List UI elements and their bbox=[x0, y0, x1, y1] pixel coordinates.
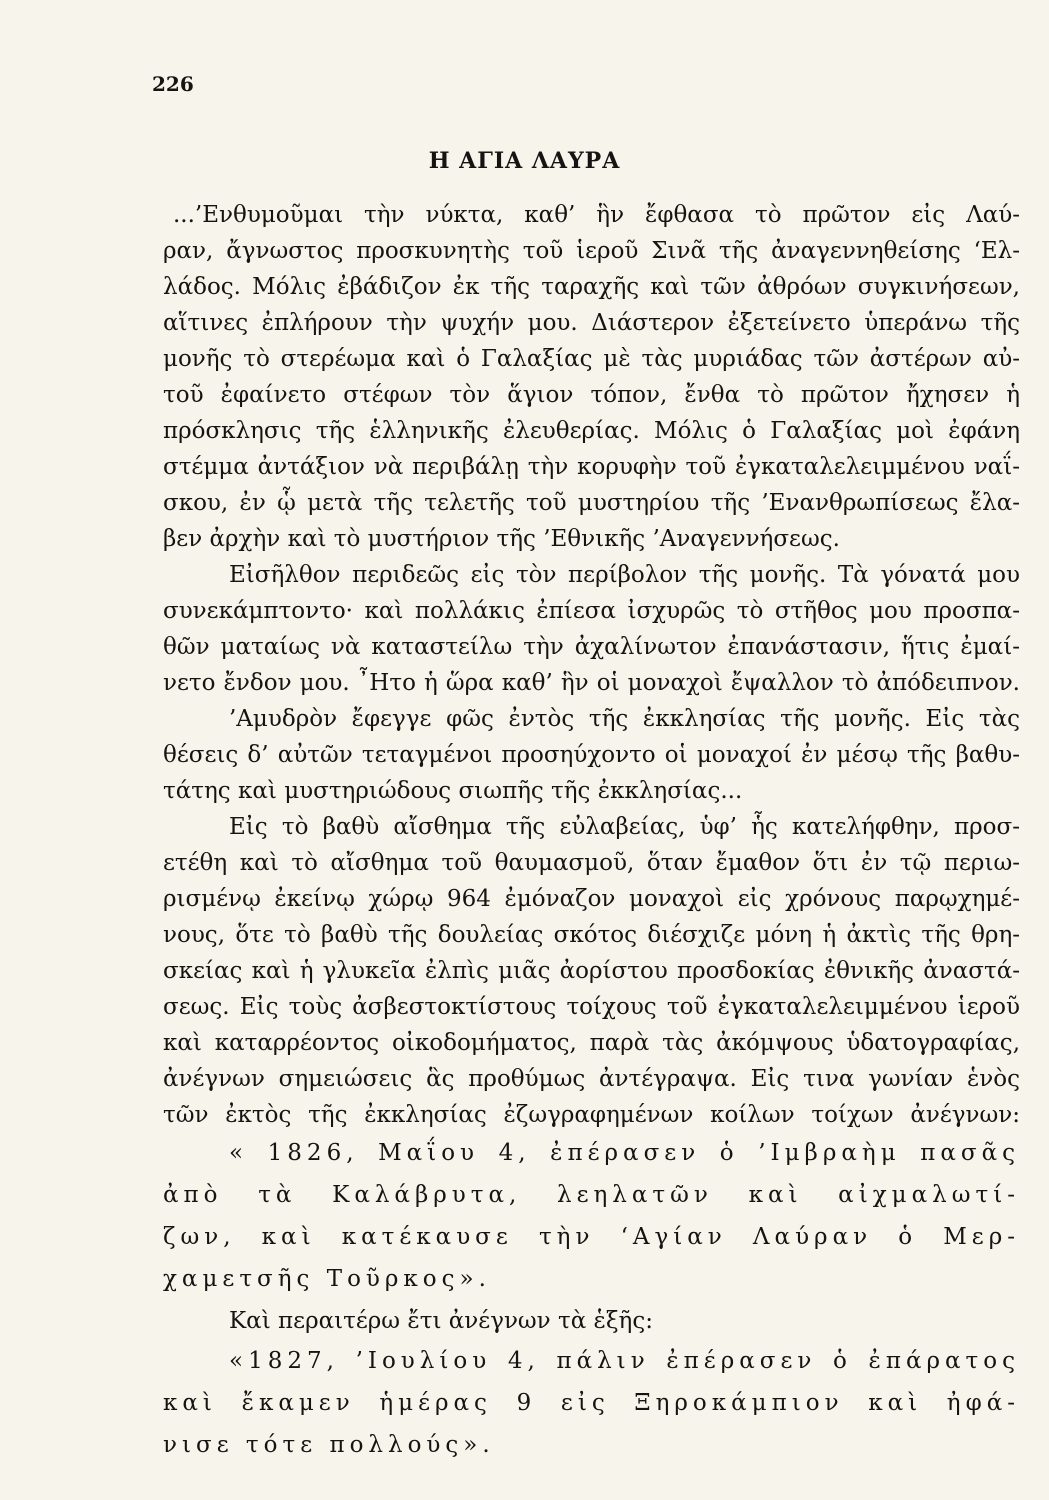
text-line: ετέθη καὶ τὸ αἴσθημα τοῦ θαυμασμοῦ, ὅταν ἔμαθον ὅτι ἐν τῷ περιω- bbox=[163, 850, 1020, 876]
text-line: ραν, ἄγνωστος προσκυνητὴς τοῦ ἱεροῦ Σινᾶ τῆς ἀναγεννηθείσης ‘Ελ- bbox=[163, 238, 1020, 264]
text-line: νους, ὅτε τὸ βαθὺ τῆς δουλείας σκότος διέσχιζε μόνη ἡ ἀκτὶς τῆς θρη- bbox=[163, 922, 1020, 948]
text-line: Εἰσῆλθον περιδεῶς εἰς τὸν περίβολον τῆς μονῆς. Τὰ γόνατά μου bbox=[229, 562, 1020, 588]
text-line: ρισμένῳ ἐκείνῳ χώρῳ 964 ἐμόναζον μοναχοὶ εἰς χρόνους παρῳχημέ- bbox=[163, 886, 1020, 912]
text-line: ’Αμυδρὸν ἔφεγγε φῶς ἐντὸς τῆς ἐκκλησίας τῆς μονῆς. Εἰς τὰς bbox=[229, 706, 1020, 732]
text-line: συνεκάμπτοντο· καὶ πολλάκις ἐπίεσα ἰσχυρῶς τὸ στῆθος μου προσπα- bbox=[163, 598, 1020, 624]
text-line: σκου, ἐν ᾧ μετὰ τῆς τελετῆς τοῦ μυστηρίου τῆς ’Ενανθρωπίσεως ἔλα- bbox=[163, 490, 1020, 516]
text-line: σκείας καὶ ἡ γλυκεῖα ἐλπὶς μιᾶς ἀορίστου προσδοκίας ἐθνικῆς ἀναστά- bbox=[163, 958, 1020, 984]
text-line: καὶ καταρρέοντος οἰκοδομήματος, παρὰ τὰς ἀκόμψους ὑδατογραφίας, bbox=[163, 1030, 1020, 1056]
text-line: θῶν ματαίως νὰ καταστείλω τὴν ἀχαλίνωτον ἐπανάστασιν, ἥτις ἐμαί- bbox=[163, 634, 1020, 660]
page-number: 226 bbox=[152, 72, 194, 96]
text-line: μονῆς τὸ στερέωμα καὶ ὁ Γαλαξίας μὲ τὰς μυριάδας τῶν ἀστέρων αὐ- bbox=[163, 346, 1020, 372]
text-line: Εἰς τὸ βαθὺ αἴσθημα τῆς εὐλαβείας, ὑφ’ ἧς κατελήφθην, προσ- bbox=[229, 814, 1020, 840]
text-line: Καὶ περαιτέρω ἔτι ἀνέγνων τὰ ἑξῆς: bbox=[229, 1308, 653, 1334]
text-line: ἀνέγνων σημειώσεις ἃς προθύμως ἀντέγραψα. Εἰς τινα γωνίαν ἑνὸς bbox=[163, 1066, 1020, 1092]
text-line: βεν ἀρχὴν καὶ τὸ μυστήριον τῆς ’Εθνικῆς ’Αναγεννήσεως. bbox=[163, 526, 840, 552]
chapter-title: Η ΑΓΙΑ ΛΑΥΡΑ bbox=[428, 148, 621, 174]
text-line: αἵτινες ἐπλήρουν τὴν ψυχήν μου. Διάστερον ἐξετείνετο ὑπεράνω τῆς bbox=[163, 310, 1020, 336]
inscription-line: ζων, καὶ κατέκαυσε τὴν ‘Αγίαν Λαύραν ὁ Μερ- bbox=[163, 1224, 1020, 1250]
text-line: λάδος. Μόλις ἐβάδιζον ἐκ τῆς ταραχῆς καὶ τῶν ἀθρόων συγκινήσεων, bbox=[163, 274, 1020, 300]
text-line: πρόσκλησις τῆς ἑλληνικῆς ἐλευθερίας. Μόλις ὁ Γαλαξίας μοὶ ἐφάνη bbox=[163, 418, 1020, 444]
text-line: ...’Ενθυμοῦμαι τὴν νύκτα, καθ’ ἣν ἔφθασα τὸ πρῶτον εἰς Λαύ- bbox=[173, 202, 1020, 228]
inscription-line: νισε τότε πολλούς». bbox=[163, 1432, 495, 1458]
text-line: σεως. Εἰς τοὺς ἀσβεστοκτίστους τοίχους τοῦ ἐγκαταλελειμμένου ἱεροῦ bbox=[163, 994, 1020, 1020]
text-line: τάτης καὶ μυστηριώδους σιωπῆς τῆς ἐκκλησίας... bbox=[163, 778, 743, 804]
text-line: νετο ἔνδον μου. ῏Ητο ἡ ὥρα καθ’ ἣν οἱ μοναχοὶ ἔψαλλον τὸ ἀπόδειπνον. bbox=[163, 670, 1020, 696]
text-line: τοῦ ἐφαίνετο στέφων τὸν ἅγιον τόπον, ἔνθα τὸ πρῶτον ἤχησεν ἡ bbox=[163, 382, 1020, 408]
inscription-line: ἀπὸ τὰ Καλάβρυτα, λεηλατῶν καὶ αἰχμαλωτί- bbox=[163, 1182, 1020, 1208]
inscription-line: χαμετσῆς Τοῦρκος». bbox=[163, 1266, 491, 1292]
inscription-line: « 1826, Μαΐου 4, ἐπέρασεν ὁ ’Ιμβραὴμ πασᾶς bbox=[229, 1140, 1020, 1166]
inscription-line: «1827, ’Ιουλίου 4, πάλιν ἐπέρασεν ὁ ἐπάρατος bbox=[229, 1348, 1020, 1374]
text-line: τῶν ἐκτὸς τῆς ἐκκλησίας ἐζωγραφημένων κοίλων τοίχων ἀνέγνων: bbox=[163, 1102, 1020, 1128]
text-line: θέσεις δ’ αὐτῶν τεταγμένοι προσηύχοντο οἱ μοναχοί ἐν μέσῳ τῆς βαθυ- bbox=[163, 742, 1020, 768]
text-line: στέμμα ἀντάξιον νὰ περιβάλῃ τὴν κορυφὴν τοῦ ἐγκαταλελειμμένου ναΐ- bbox=[163, 454, 1020, 480]
inscription-line: καὶ ἔκαμεν ἡμέρας 9 εἰς Ξηροκάμπιον καὶ ἠφά- bbox=[163, 1390, 1020, 1416]
